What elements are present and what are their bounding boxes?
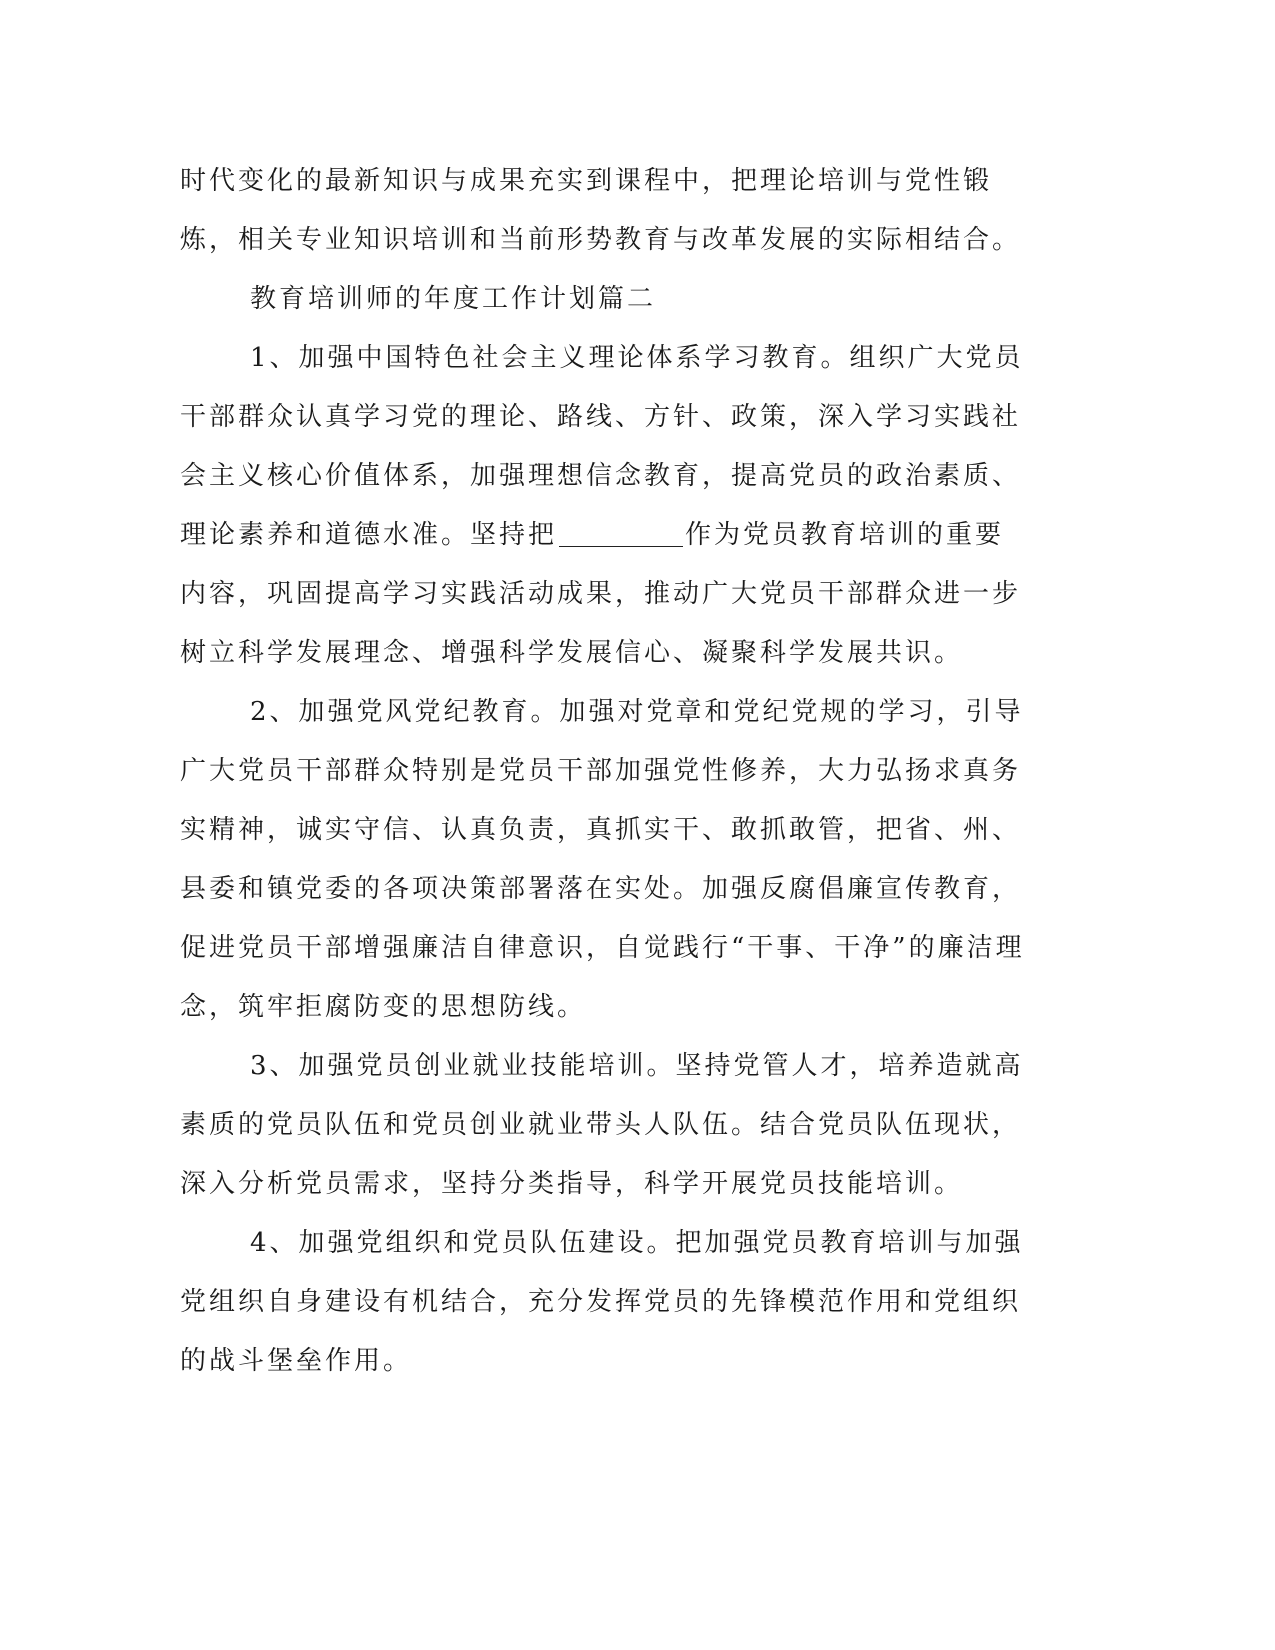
list-item-2: 2、加强党风党纪教育。加强对党章和党纪党规的学习，引导广大党员干部群众特别是党员干部加强党性修养，大力弘扬求真务实精神，诚实守信、认真负责，真抓实干、敢抓敢管，把省、州、县委和镇党委的各项决策部署落在实处。加强反腐倡廉宣传教育，促进党员干部增强廉洁自律意识，自觉践行“干事、干净”的廉洁理念，筑牢拒腐防变的思想防线。 (180, 697, 1025, 1022)
list-item-4: 4、加强党组织和党员队伍建设。把加强党员教育培训与加强党组织自身建设有机结合，充分发挥党员的先锋模范作用和党组织的战斗堡垒作用。 (180, 1228, 1024, 1376)
document-body (180, 152, 1032, 1391)
section-title: 教育培训师的年度工作计划篇二 (250, 284, 657, 314)
list-item-1-text-start: 1、加强中国特色社会主义理论体系学习教育。组织广大党员干部群众认真学习党的理论、路线、方针、政策，深入学习实践社会主义核心价值体系，加强理想信念教育，提高党员的政治素质、理论素养和道德水准。坚持把 (180, 343, 1024, 550)
continued-paragraph: 时代变化的最新知识与成果充实到课程中，把理论培训与党性锻炼，相关专业知识培训和当前形势教育与改革发展的实际相结合。 (180, 166, 1022, 255)
list-item-1 (180, 329, 1032, 683)
list-item-3: 3、加强党员创业就业技能培训。坚持党管人才，培养造就高素质的党员队伍和党员创业就业带头人队伍。结合党员队伍现状，深入分析党员需求，坚持分类指导，科学开展党员技能培训。 (180, 1051, 1024, 1199)
fill-in-blank (559, 520, 683, 547)
list-item-1-text-end: 作为党员教育培训的重要内容，巩固提高学习实践活动成果，推动广大党员干部群众进一步树立科学发展理念、增强科学发展信心、凝聚科学发展共识。 (180, 520, 1022, 668)
